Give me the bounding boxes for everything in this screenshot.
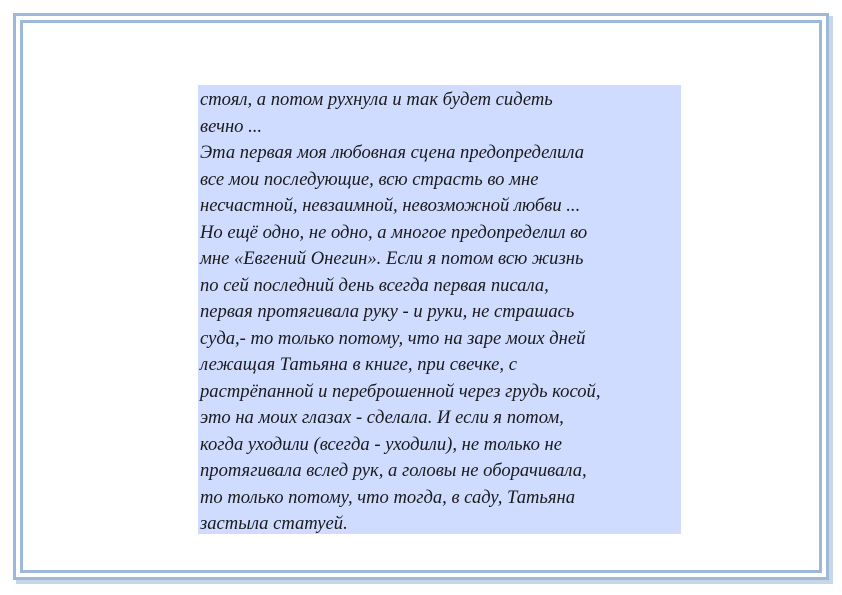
text-line: застыла статуей. xyxy=(200,513,348,534)
text-line: по сей последний день всегда первая писала, xyxy=(200,274,549,296)
frame-shadow xyxy=(829,16,833,583)
text-line: когда уходили (всегда - уходили), не только не xyxy=(200,433,563,455)
text-line: Но ещё одно, не одно, а многое предопределил во xyxy=(200,221,588,243)
text-line: лежащая Татьяна в книге, при свечке, с xyxy=(200,354,517,375)
text-line: мне «Евгений Онегин». Если я потом всю жизнь xyxy=(200,248,584,269)
text-line: несчастной, невзаимной, невозможной любви ... xyxy=(200,195,581,216)
text-line: все мои последующие, всю страсть во мне xyxy=(200,168,539,190)
text-line: суда,- то только потому, что на заре моих дней xyxy=(200,327,586,349)
text-line: стоял, а потом рухнула и так будет сидеть xyxy=(200,89,553,110)
text-block xyxy=(198,85,681,534)
frame-shadow xyxy=(16,580,833,584)
text-line: растрёпанной и переброшенной через грудь косой, xyxy=(200,380,601,402)
text-line: первая протягивала руку - и руки, не страшась xyxy=(200,301,575,322)
text-line: Эта первая моя любовная сцена предопределила xyxy=(200,142,584,163)
text-line: то только потому, что тогда, в саду, Татьяна xyxy=(200,486,576,508)
text-line: вечно ... xyxy=(200,115,263,137)
text-line: протягивала вслед рук, а головы не оборачивала, xyxy=(200,460,587,481)
text-line: это на моих глазах - сделала. И если я потом, xyxy=(200,407,564,428)
